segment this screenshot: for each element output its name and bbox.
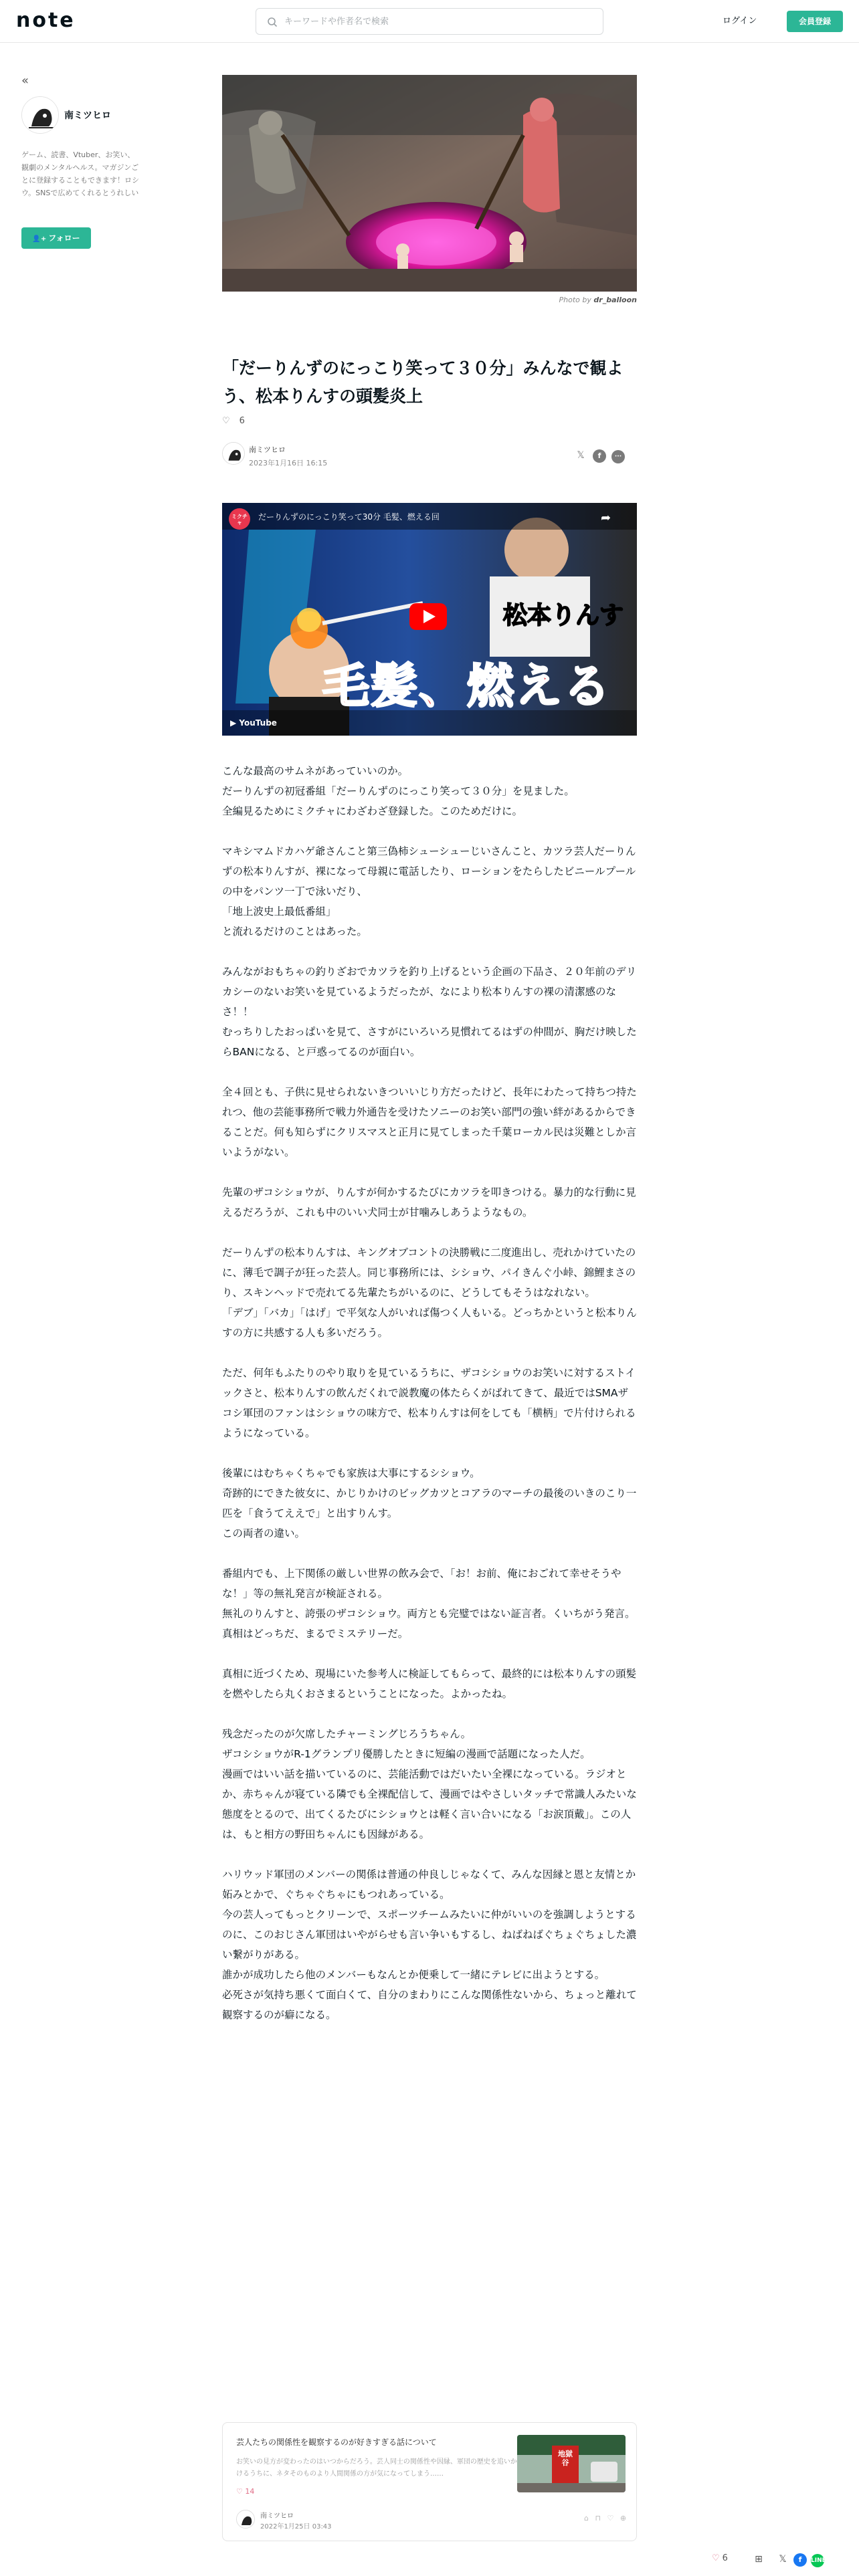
video-caption-name: 松本りんす — [503, 601, 624, 629]
paragraph: 先輩のザコシショウが、りんすが何かするたびにカツラを叩きつける。暴力的な行動に見えるだろうが、これも中のいい犬同士が甘噛みしあうようなもの。 — [222, 1186, 636, 1218]
search-input[interactable] — [256, 9, 603, 34]
related-article-card[interactable] — [222, 2422, 637, 2541]
search-box[interactable] — [256, 8, 603, 35]
facebook-share-icon[interactable]: f — [593, 449, 606, 463]
line-share-icon[interactable]: LINE — [811, 2554, 824, 2567]
thumb-caption: 地獄谷 — [558, 2450, 573, 2467]
related-likes[interactable]: ♡ 14 — [236, 2487, 255, 2496]
more-share-icon[interactable]: ··· — [611, 450, 625, 463]
bottom-like[interactable] — [712, 2553, 728, 2563]
hero-image — [222, 75, 637, 292]
x-share-icon[interactable]: 𝕏 — [779, 2554, 787, 2565]
paragraph: こんな最高のサムネがあっていいのか。 だーりんずの初冠番組「だーりんずのにっこり笑って３０分」を見ました。 全編見るためにミクチャにわざわざ登録した。このためだけに。 — [222, 765, 575, 817]
paragraph: 番組内でも、上下関係の厳しい世界の飲み会で、「お！お前、俺におごれて幸せそうやな！」等の無礼発言が検証される。 無礼のりんすと、誇張のザコシショウ。両方とも完璧ではない証言者。くいちがう発言。真相はどっちだ、まるでミステリーだ。 — [222, 1568, 636, 1640]
video-title: だーりんずのにっこり笑って30分 毛髪、燃える回 — [258, 512, 440, 522]
login-link[interactable]: ログイン — [723, 16, 757, 26]
related-author-avatar[interactable] — [236, 2510, 255, 2529]
heart-icon[interactable]: ♡ — [712, 2553, 720, 2563]
like-count[interactable]: 6 — [239, 416, 245, 426]
bottom-share-icons — [748, 2552, 824, 2567]
meta-author-name[interactable]: 南ミツヒロ — [249, 445, 286, 454]
related-desc: お笑いの見方が変わったのはいつからだろう。芸人同士の関係性や因縁、軍団の歴史を追いかけるうちに、ネタそのものより人間関係の方が気になってしまう…… — [236, 2458, 517, 2478]
facebook-share-icon[interactable]: f — [793, 2553, 807, 2567]
video-channel-badge: ミクチャ — [231, 514, 248, 526]
share-icon[interactable]: ➦ — [601, 511, 611, 525]
x-share-icon[interactable]: 𝕏 — [577, 450, 585, 461]
video-caption-big: 毛髪、燃える — [322, 658, 611, 714]
article-title: 「だーりんずのにっこり笑って３０分」みんなで観よう、松本りんすの頭髪炎上 — [222, 358, 624, 406]
video-embed[interactable] — [222, 503, 637, 736]
user-plus-icon: 👤+ — [32, 235, 47, 243]
bottom-action-bar — [0, 2544, 859, 2576]
paragraph: 真相に近づくため、現場にいた参考人に検証してもらって、最終的には松本りんすの頭髪を燃やしたら丸くおさまるということになった。よかったね。 — [222, 1668, 637, 1700]
paragraph: だーりんずの松本りんすは、キングオブコントの決勝戦に二度進出し、売れかけていたのに、薄毛で調子が狂った芸人。同じ事務所には、シショウ、パイきんぐ小峠、錦鯉まさのり、スキンヘッドで売れてる先輩たちがいるのに、どうしてもそうはなれない。 「デブ」「バカ」「はげ」で平気な人がいれば傷つく人もいる。どっちかというと松本りんすの方に共感する人も多いだろう。 — [222, 1247, 637, 1339]
article-body — [222, 761, 637, 2045]
author-name[interactable]: 南ミツヒロ — [64, 110, 111, 121]
signup-button[interactable]: 会員登録 — [787, 11, 843, 32]
meta-author-avatar[interactable] — [222, 442, 245, 465]
paragraph: 全４回とも、子供に見せられないきついいじり方だったけど、長年にわたって持ちつ持たれつ、他の芸能事務所で戦力外通告を受けたソニーのお笑い部門の強い絆があるからできることだ。何も知らずにクリスマスと正月に見てしまった千葉ローカル民は災難としか言いようがない。 — [222, 1086, 637, 1158]
site-header — [0, 0, 859, 43]
related-title[interactable]: 芸人たちの関係性を観察するのが好きすぎる話について — [236, 2438, 437, 2447]
collapse-sidebar-icon[interactable]: « — [21, 74, 29, 88]
share-icons — [569, 448, 625, 463]
embed-icon[interactable]: ⊞ — [755, 2554, 763, 2565]
paragraph: ハリウッド軍団のメンバーの関係は普通の仲良しじゃなくて、みんな因縁と恩と友情とか妬みとかで、ぐちゃぐちゃにもつれあっている。 今の芸人ってもっとクリーンで、スポーツチームみたいに仲がいいのを強調しようとするのに、このおじさん軍団はいやがらせも言い争いもするし、ねばねばぐちょぐちょした濃い繋がりがある。 誰かが成功したら他のメンバーもなんとか便乗して一緒にテレビに出ようとする。 必死さが気持ち悪くて面白くて、自分のまわりにこんな関係性ないから、ちょっと離れて観察するのが癖になる。 — [222, 1868, 637, 2021]
like-heart-icon[interactable]: ♡ — [222, 416, 230, 426]
follow-button[interactable] — [21, 227, 91, 249]
publish-date: 2023年1月16日 16:15 — [249, 459, 328, 467]
photo-credit-user[interactable]: dr_balloon — [593, 296, 637, 304]
paragraph: マキシマムドカハゲ爺さんこと第三偽柿シューシューじいさんこと、カツラ芸人だーりんずの松本りんすが、裸になって母親に電話したり、ローションをたらしたビニールプールの中をパンツ一丁で泳いだり、 「地上波史上最低番組」 と流れるだけのことはあった。 — [222, 845, 636, 938]
search-icon — [267, 17, 278, 27]
youtube-logo[interactable]: ▶ YouTube — [230, 718, 277, 728]
related-thumbnail[interactable] — [517, 2435, 626, 2492]
note-logo[interactable]: note — [16, 9, 76, 32]
follow-label: フォロー — [48, 233, 80, 243]
heart-icon: ♡ — [236, 2487, 243, 2496]
like-row — [222, 416, 245, 426]
author-bio: ゲーム、読書、Vtuber、お笑い、観劇のメンタルヘルス。マガジンごとに登録することもできます！ロシウ。SNSで広めてくれるとうれしい — [21, 150, 139, 197]
related-author[interactable]: 南ミツヒロ — [260, 2512, 294, 2520]
related-action-icons[interactable]: ⌂ ⊓ ♡ ⊕ — [584, 2514, 629, 2523]
bottom-like-count: 6 — [722, 2553, 728, 2563]
paragraph: ただ、何年もふたりのやり取りを見ているうちに、ザコシショウのお笑いに対するストイックさと、松本りんすの飲んだくれで説教魔の体たらくがばれてきて、最近ではSMAザコシ軍団のファンはシショウの味方で、松本りんすは何をしても「横柄」で片付けられるようになっている。 — [222, 1367, 636, 1439]
paragraph: 後輩にはむちゃくちゃでも家族は大事にするシショウ。 奇跡的にできた彼女に、かじりかけのビッグカツとコアラのマーチの最後のいきのこり一匹を「食うてええで」と出すりんす。 この両者の違い。 — [222, 1467, 637, 1539]
paragraph: 残念だったのが欠席したチャーミングじろうちゃん。 ザコシショウがR-1グランプリ優勝したときに短編の漫画で話題になった人だ。 漫画ではいい話を描いているのに、芸能活動ではだいたい全裸になっている。ラジオとか、赤ちゃんが寝ている隣でも全裸配信して、漫画ではやさしいタッチで常識人みたいな態度をとるので、出てくるたびにシショウとは軽く言い合いになる「お涙頂戴」。この人は、もと相方の野田ちゃんにも因縁がある。 — [222, 1728, 637, 1840]
author-avatar[interactable] — [21, 96, 59, 134]
photo-credit: Photo by dr_balloon — [559, 296, 637, 304]
paragraph: みんながおもちゃの釣りざおでカツラを釣り上げるという企画の下品さ、２０年前のデリカシーのないお笑いを見ているようだったが、なにより松本りんすの裸の清潔感のなさ！！ むっちりしたおっぱいを見て、さすがにいろいろ見慣れてるはずの仲間が、胸だけ映したらBANになる、と戸惑ってるのが面白い。 — [222, 966, 637, 1058]
related-date: 2022年1月25日 03:43 — [260, 2523, 332, 2531]
